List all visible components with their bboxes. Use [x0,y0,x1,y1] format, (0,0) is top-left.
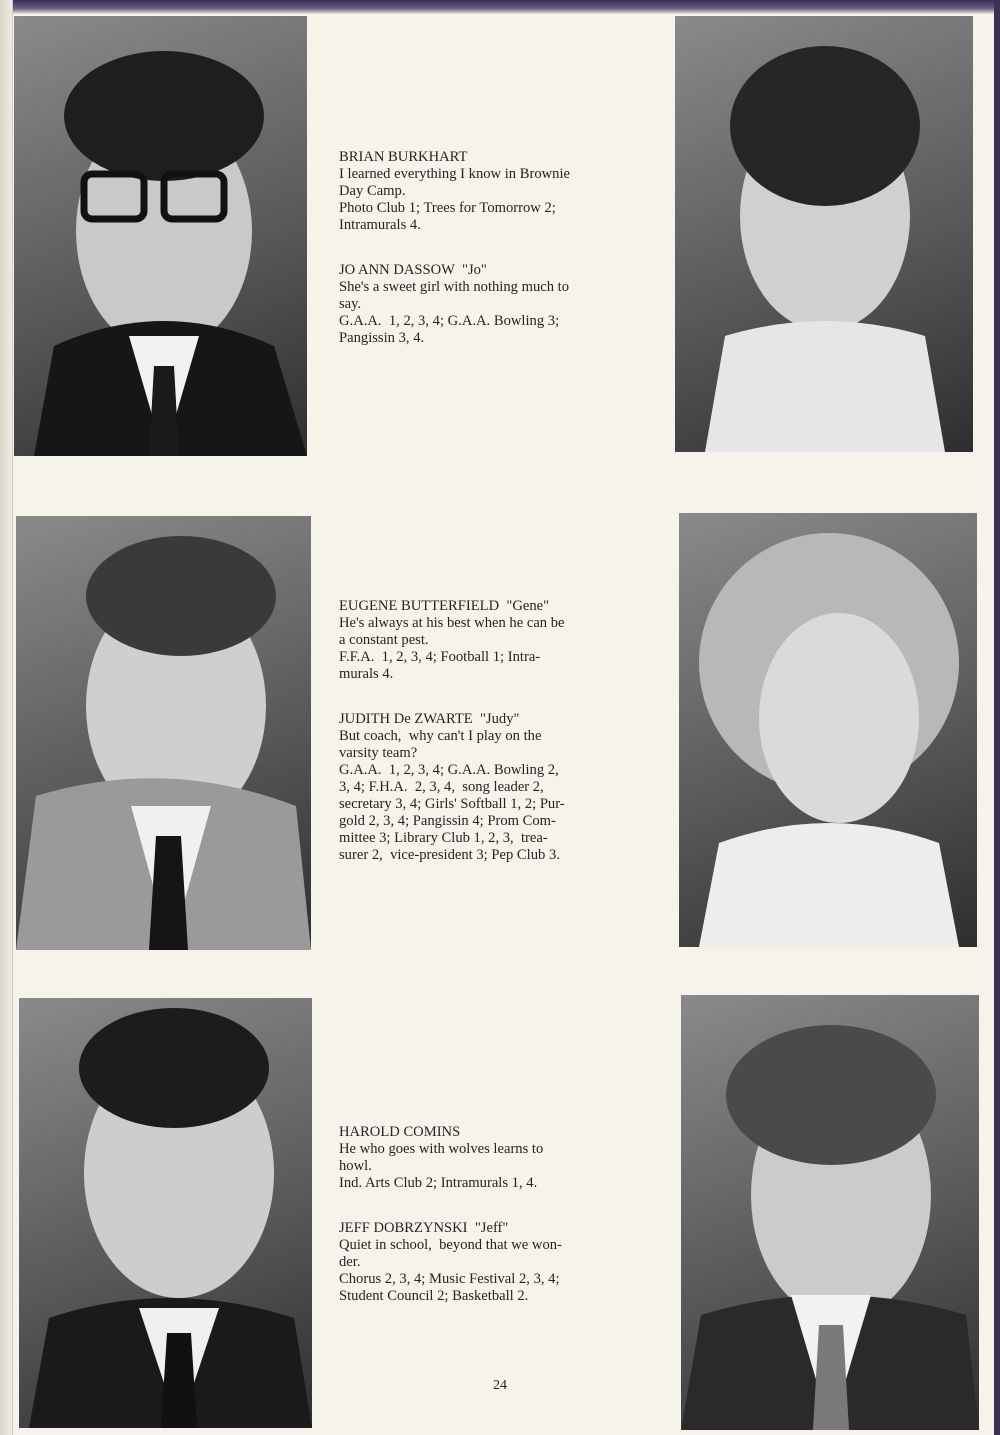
entry-line: der. [339,1254,361,1270]
entry-line: Quiet in school, beyond that we won- [339,1237,562,1253]
entry-line: Pangissin 3, 4. [339,330,425,346]
entry-line: gold 2, 3, 4; Pangissin 4; Prom Com- [339,813,556,829]
student-entry [339,1124,659,1192]
portrait-photo-left-3 [19,998,312,1428]
student-entry [339,262,659,347]
student-entry [339,598,659,683]
entry-line: say. [339,296,362,312]
entry-line: G.A.A. 1, 2, 3, 4; G.A.A. Bowling 2, [339,762,559,778]
student-name: JEFF DOBRZYNSKI "Jeff" [339,1220,509,1236]
portrait-photo-left-1 [14,16,307,456]
student-name: BRIAN BURKHART [339,149,468,165]
entry-line: a constant pest. [339,632,429,648]
entry-line: 3, 4; F.H.A. 2, 3, 4, song leader 2, [339,779,544,795]
student-name: JUDITH De ZWARTE "Judy" [339,711,520,727]
page-number: 24 [493,1378,507,1393]
entry-line: varsity team? [339,745,418,761]
binding-edge [0,0,13,1435]
entry-line: He's always at his best when he can be [339,615,565,631]
entry-line: Day Camp. [339,183,406,199]
portrait-photo-left-2 [16,516,311,950]
portrait-photo-right-2 [679,513,977,947]
entry-line: But coach, why can't I play on the [339,728,542,744]
entry-line: She's a sweet girl with nothing much to [339,279,570,295]
page-right-edge [994,0,1000,1435]
entry-line: He who goes with wolves learns to [339,1141,544,1157]
portrait-photo-right-3 [681,995,979,1430]
student-name: EUGENE BUTTERFIELD "Gene" [339,598,550,614]
entry-line: Student Council 2; Basketball 2. [339,1288,529,1304]
student-name: HAROLD COMINS [339,1124,461,1140]
entry-line: Photo Club 1; Trees for Tomorrow 2; [339,200,556,216]
entry-line: Chorus 2, 3, 4; Music Festival 2, 3, 4; [339,1271,560,1287]
entry-line: Intramurals 4. [339,217,421,233]
entry-line: murals 4. [339,666,394,682]
entry-line: F.F.A. 1, 2, 3, 4; Football 1; Intra- [339,649,541,665]
entry-line: I learned everything I know in Brownie [339,166,570,182]
entry-line: Ind. Arts Club 2; Intramurals 1, 4. [339,1175,538,1191]
entry-line: mittee 3; Library Club 1, 2, 3, trea- [339,830,548,846]
page-top-edge [0,0,1000,14]
student-entry [339,711,659,864]
student-entry [339,149,659,234]
entry-line: surer 2, vice-president 3; Pep Club 3. [339,847,560,863]
portrait-photo-right-1 [675,16,973,452]
student-name: JO ANN DASSOW "Jo" [339,262,487,278]
entry-line: howl. [339,1158,372,1174]
caption-block-2 [339,598,659,892]
caption-block-1 [339,149,659,375]
entry-line: G.A.A. 1, 2, 3, 4; G.A.A. Bowling 3; [339,313,560,329]
student-entry [339,1220,659,1305]
caption-block-3 [339,1124,659,1333]
entry-line: secretary 3, 4; Girls' Softball 1, 2; Pur- [339,796,565,812]
